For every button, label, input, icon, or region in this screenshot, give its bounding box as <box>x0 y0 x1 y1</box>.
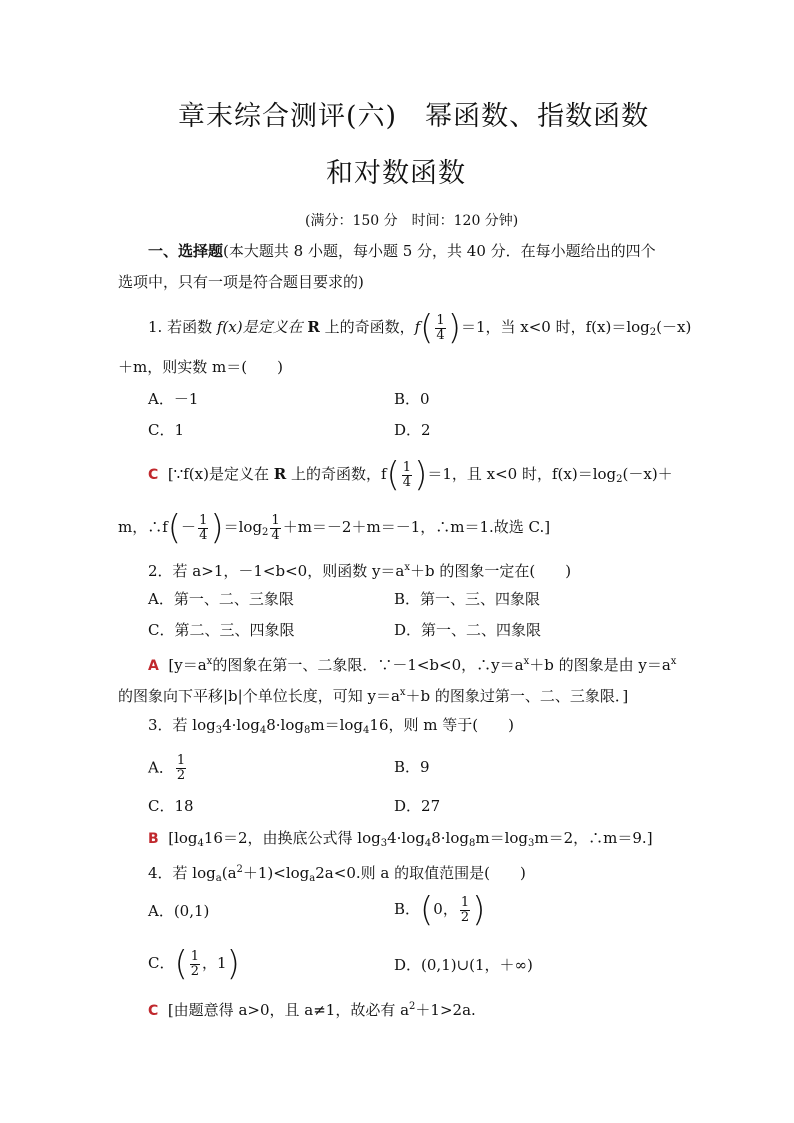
q1-option-b: B．0 <box>394 390 430 408</box>
q4-option-c: C．( $\frac{1}{2}$ ，1) <box>148 944 240 984</box>
q2-stem: 2．若 a>1，－1<b<0，则函数 $y=a^x+b$ 的图象一定在( ) <box>148 562 572 580</box>
q3-option-b: B．9 <box>394 758 430 776</box>
q1-stem-line2: ＋m，则实数 m＝( ) <box>118 358 283 376</box>
q4-answer-letter: C <box>148 1003 159 1019</box>
q1-option-d: D．2 <box>394 421 431 439</box>
q2-option-a: A．第一、二、三象限 <box>148 590 294 608</box>
q1-solution-line2: m，∴f(－ $\frac{1}{4}$ )$=\log_2$ $\frac{1}{4}$ ＋m＝－2＋m＝－1，∴m＝1.故选 C.] <box>118 508 551 548</box>
section-desc-line1: (本大题共 8 小题，每小题 5 分，共 40 分．在每小题给出的四个 <box>223 242 656 260</box>
q2-option-c: C．第二、三、四象限 <box>148 621 295 639</box>
q3-option-c: C．18 <box>148 797 194 815</box>
q2-option-b: B．第一、三、四象限 <box>394 590 541 608</box>
q1-stem: 1. 若函数 f(x)是定义在 R 上的奇函数，f( $\frac{1}{4}$ )＝1，当 x<0 时，$f(x)=\log_2(-x)$ <box>148 308 692 348</box>
exam-info: (满分：150 分 时间：120 分钟) <box>305 213 519 229</box>
section-description <box>148 241 656 261</box>
q3-answer-letter: B <box>148 831 159 847</box>
q2-solution-line2: 的图象向下平移|b|个单位长度，可知 $y=a^x+b$ 的图象过第一、二、三象限．] <box>118 687 629 705</box>
q1-answer-letter: C <box>148 467 159 483</box>
q4-option-d: D．(0,1)∪(1，＋∞) <box>394 956 533 974</box>
q1-option-c: C．1 <box>148 421 185 439</box>
q3-stem: 3．若 $\log_34\cdot\log_48\cdot\log_8m=\log_416$，则 m 等于( ) <box>148 716 514 736</box>
q4-option-a: A．(0,1) <box>148 902 210 920</box>
q4-solution: C [由题意得 a>0，且 a≠1，故必有 $a^2+1>2a$. <box>148 1001 476 1019</box>
q4-option-b: B．(0， $\frac{1}{2}$ ) <box>394 890 486 930</box>
q2-option-d: D．第一、二、四象限 <box>394 621 542 639</box>
q1-option-a: A．－1 <box>148 390 199 408</box>
q3-option-a: A． $\frac{1}{2}$ <box>148 753 186 783</box>
q3-option-d: D．27 <box>394 797 441 815</box>
q3-solution: B [$\log_416=2$，由换底公式得 $\log_34\cdot\log_48\cdot\log_8m=\log_3m=2$，∴m＝9.] <box>148 829 653 849</box>
q2-answer-letter: A <box>148 658 159 674</box>
q1-fraction: $\frac{1}{4}$ <box>436 312 445 343</box>
q2-solution-line1: A [$y=a^x$的图象在第一、二象限．∵－1<b<0，$\therefore y=a^x+b$ 的图象是由 $y=a^x$ <box>148 656 677 674</box>
q1-solution-line1: C [∵f(x)是定义在 R 上的奇函数，f( $\frac{1}{4}$ )＝1，且 x<0 时，$f(x)=\log_2(-x)+$ <box>148 455 673 495</box>
page-title-line1: 章末综合测评(六) 幂函数、指数函数 <box>178 101 650 132</box>
section-desc-line2: 选项中，只有一项是符合题目要求的) <box>118 273 364 291</box>
page-title-line2: 和对数函数 <box>326 158 466 189</box>
section-heading: 一、选择题 <box>148 242 224 260</box>
q4-stem: 4．若 $\log_a(a^2+1)<\log_a2a<0$.则 a 的取值范围是( ) <box>148 864 526 884</box>
